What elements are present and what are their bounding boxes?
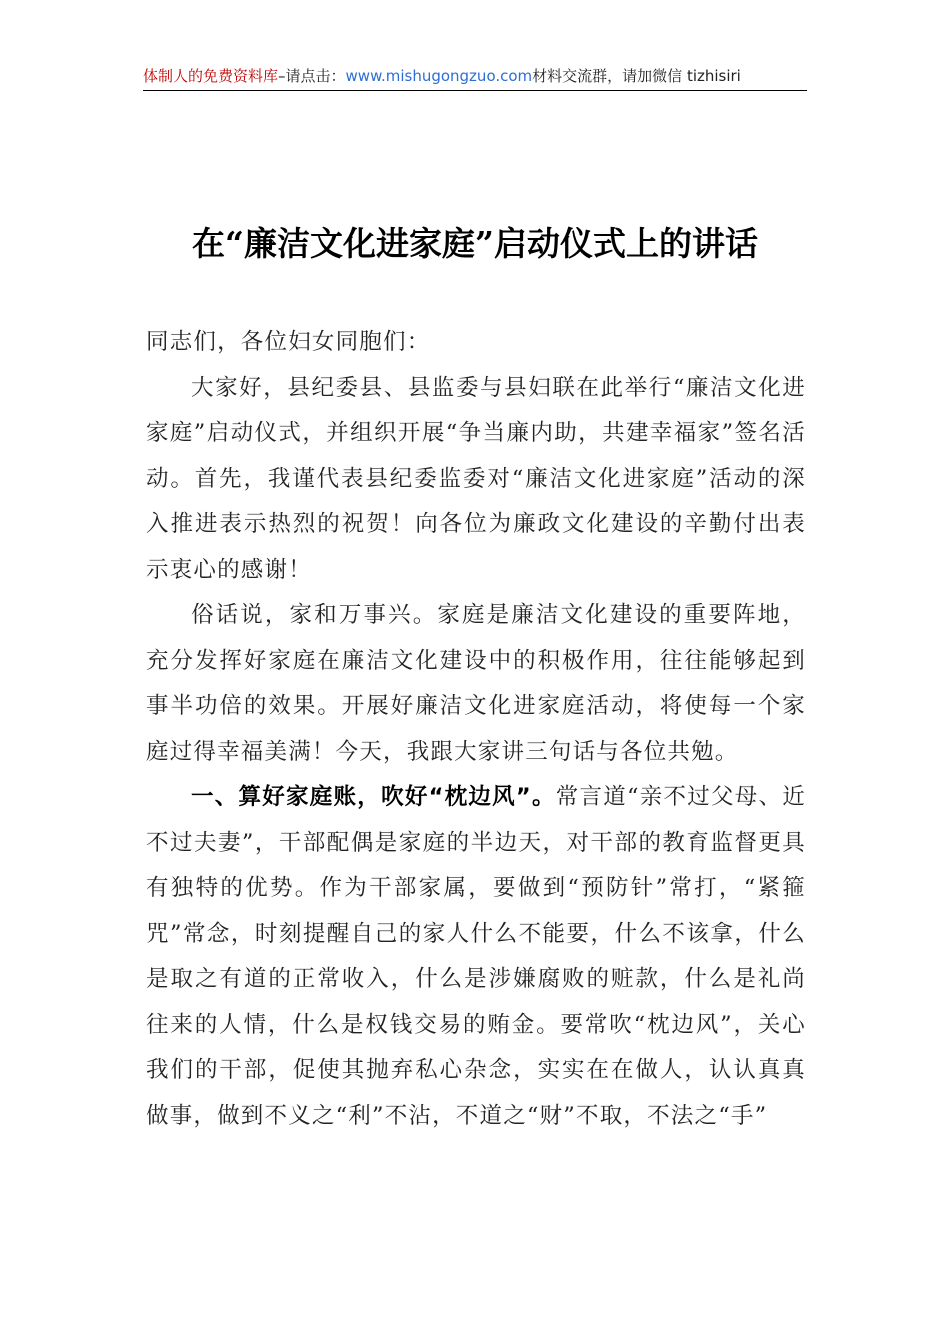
salutation: 同志们，各位妇女同胞们： bbox=[146, 329, 431, 355]
document-title: 在“廉洁文化进家庭”启动仪式上的讲话 bbox=[192, 224, 758, 263]
header-prompt: –请点击： bbox=[278, 67, 346, 85]
paragraph-2: 俗话说，家和万事兴。家庭是廉洁文化建设的重要阵地，充分发挥好家庭在廉洁文化建设中的积极作用，往往能够起到事半功倍的效果。开展好廉洁文化进家庭活动，将使每一个家庭过得幸福美满！今天，我跟大家讲三句话与各位共勉。 bbox=[146, 602, 806, 765]
section-1-text: 常言道“亲不过父母、近不过夫妻”，干部配偶是家庭的半边天，对干部的教育监督更具有独特的优势。作为干部家属，要做到“预防针”常打，“紧箍咒”常念，时刻提醒自己的家人什么不能要，什么不该拿，什么是取之有道的正常收入，什么是涉嫌腐败的赃款，什么是礼尚往来的人情，什么是权钱交易的贿金。要常吹“枕边风”，关心我们的干部，促使其抛弃私心杂念，实实在在做人，认认真真做事，做到不义之“利”不沾，不道之“财”不取，不法之“手” bbox=[146, 784, 807, 1129]
paragraph-1: 大家好，县纪委县、县监委与县妇联在此举行“廉洁文化进家庭”启动仪式，并组织开展“争当廉内助，共建幸福家”签名活动。首先，我谨代表县纪委监委对“廉洁文化进家庭”活动的深入推进表示热烈的祝贺！向各位为廉政文化建设的辛勤付出表示衷心的感谢！ bbox=[146, 374, 806, 583]
section-1-paragraph bbox=[146, 775, 806, 1139]
header-brand: 体制人的免费资料库 bbox=[143, 67, 279, 85]
header-suffix: 材料交流群，请加微信 tizhisiri bbox=[532, 67, 741, 85]
header-bar bbox=[143, 66, 807, 91]
section-1-heading: 一、算好家庭账，吹好“枕边风”。 bbox=[191, 784, 556, 810]
header-url-link[interactable]: www.mishugongzuo.com bbox=[345, 67, 533, 85]
document-body bbox=[146, 320, 806, 1139]
